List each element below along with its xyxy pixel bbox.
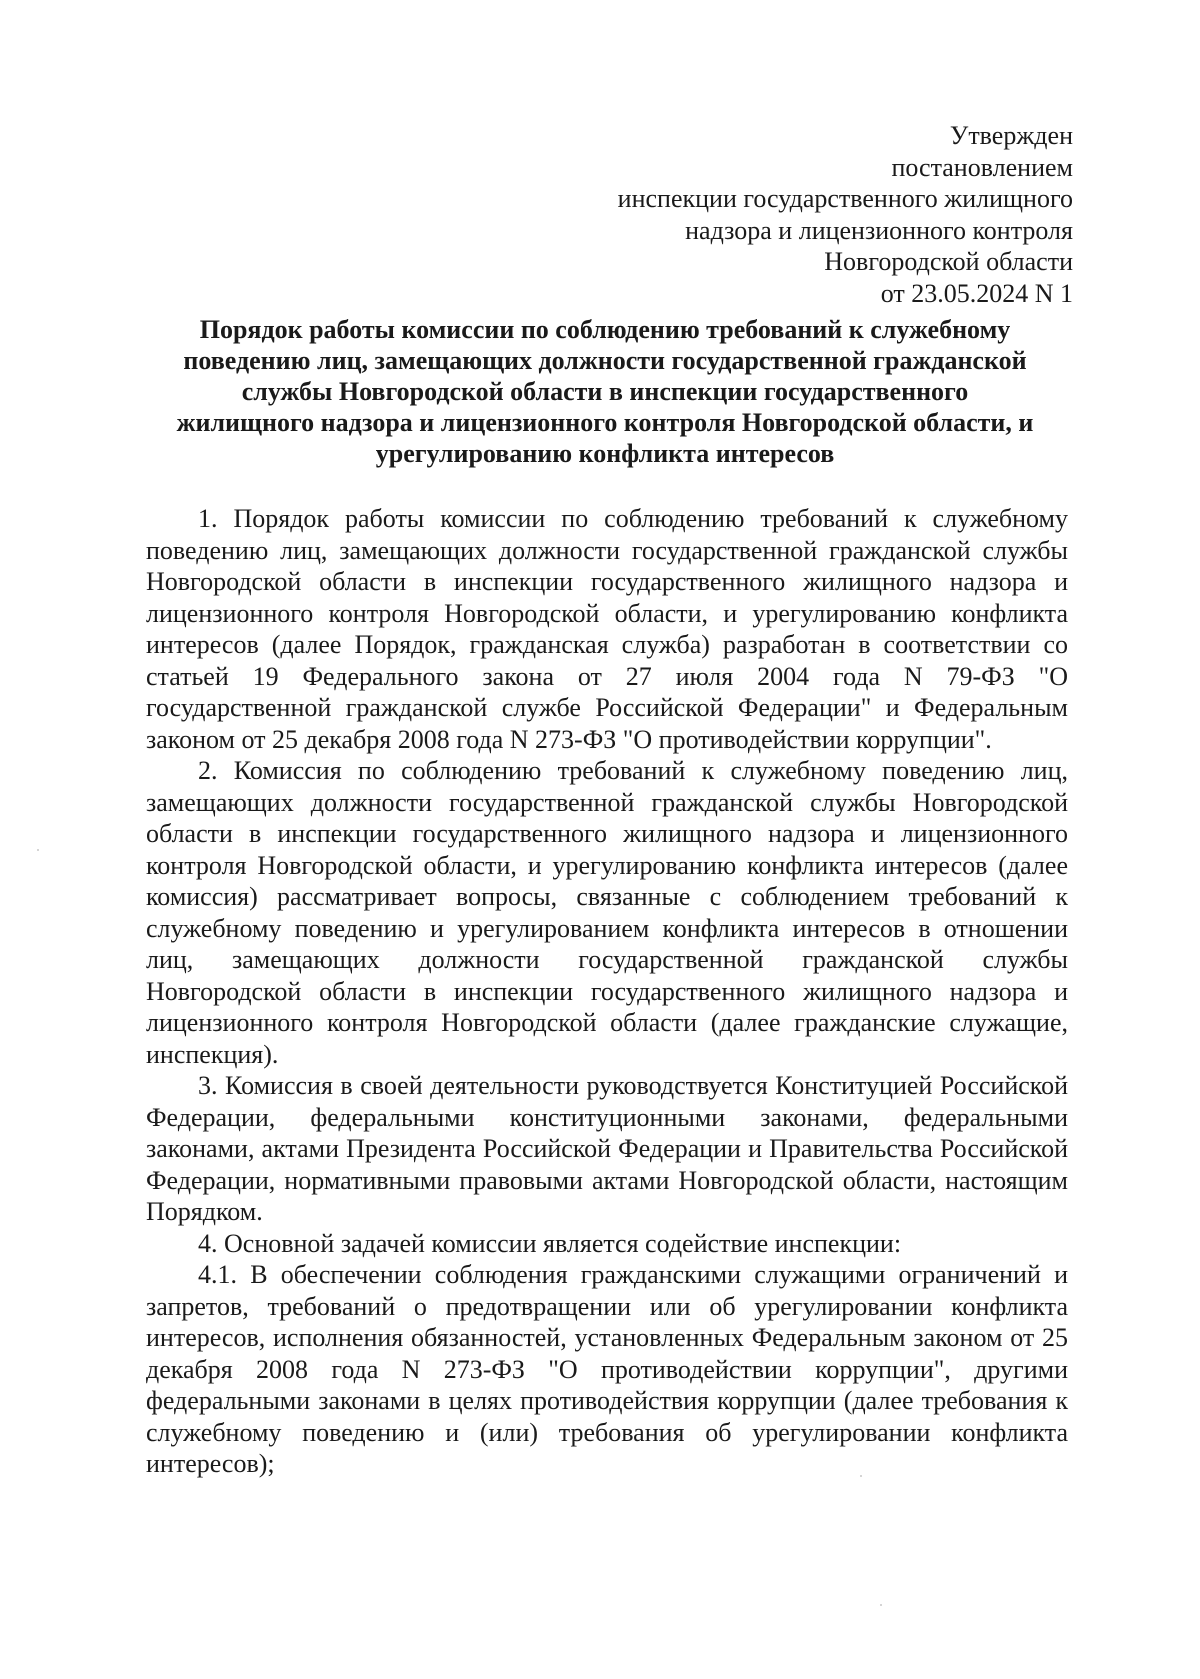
title-line: урегулированию конфликта интересов	[375, 439, 835, 468]
paragraph-4-1: 4.1. В обеспечении соблюдения гражданскими служащими ограничений и запретов, требований о предотвращении или об урегулировании конфликта интересов, исполнения обязанностей, установленных Федеральным законом от 25 декабря 2008 года N 273-ФЗ "О противодействии коррупции", другими федеральными законами в целях противодействия коррупции (далее требования к служебному поведению и (или) требования об урегулировании конфликта интересов);	[146, 1260, 1068, 1478]
approval-line: надзора и лицензионного контроля	[685, 215, 1073, 245]
scan-speck	[860, 1475, 862, 1477]
title-line: службы Новгородской области в инспекции государственного	[241, 377, 969, 406]
title-line: поведению лиц, замещающих должности государственной гражданской	[183, 346, 1027, 375]
scan-speck	[37, 849, 39, 851]
document-body	[146, 503, 1068, 1480]
approval-line: Утвержден	[949, 121, 1073, 150]
approval-stamp-block	[513, 120, 1073, 309]
paragraph-3: 3. Комиссия в своей деятельности руководствуется Конституцией Российской Федерации, федеральными конституционными законами, федеральными законами, актами Президента Российской Федерации и Правительства Российской Федерации, нормативными правовыми актами Новгородской области, настоящим Порядком.	[146, 1071, 1068, 1226]
document-title	[140, 314, 1070, 469]
scan-speck	[880, 1604, 882, 1606]
approval-line: постановлением	[891, 152, 1073, 182]
paragraph-4: 4. Основной задачей комиссии является содействие инспекции:	[198, 1228, 902, 1258]
title-line: Порядок работы комиссии по соблюдению требований к служебному	[199, 315, 1011, 344]
paragraph-2: 2. Комиссия по соблюдению требований к служебному поведению лиц, замещающих должности государственной гражданской службы Новгородской области в инспекции государственного жилищного надзора и лицензионного контроля Новгородской области, и урегулированию конфликта интересов (далее комиссия) рассматривает вопросы, связанные с соблюдением требований к служебному поведению и урегулированием конфликта интересов в отношении лиц, замещающих должности государственной гражданской службы Новгородской области в инспекции государственного жилищного надзора и лицензионного контроля Новгородской области (далее гражданские служащие, инспекция).	[146, 756, 1068, 1069]
paragraph-1: 1. Порядок работы комиссии по соблюдению требований к служебному поведению лиц, замещающих должности государственной гражданской службы Новгородской области в инспекции государственного жилищного надзора и лицензионного контроля Новгородской области, и урегулированию конфликта интересов (далее Порядок, гражданская служба) разработан в соответствии со статьей 19 Федерального закона от 27 июля 2004 года N 79-ФЗ "О государственной гражданской службе Российской Федерации" и Федеральным законом от 25 декабря 2008 года N 273-ФЗ "О противодействии коррупции".	[146, 504, 1068, 754]
title-line: жилищного надзора и лицензионного контроля Новгородской области, и	[176, 408, 1034, 437]
approval-line: инспекции государственного жилищного	[617, 184, 1073, 213]
approval-date-number: от 23.05.2024 N 1	[880, 278, 1073, 308]
approval-line: Новгородской области	[824, 247, 1073, 276]
